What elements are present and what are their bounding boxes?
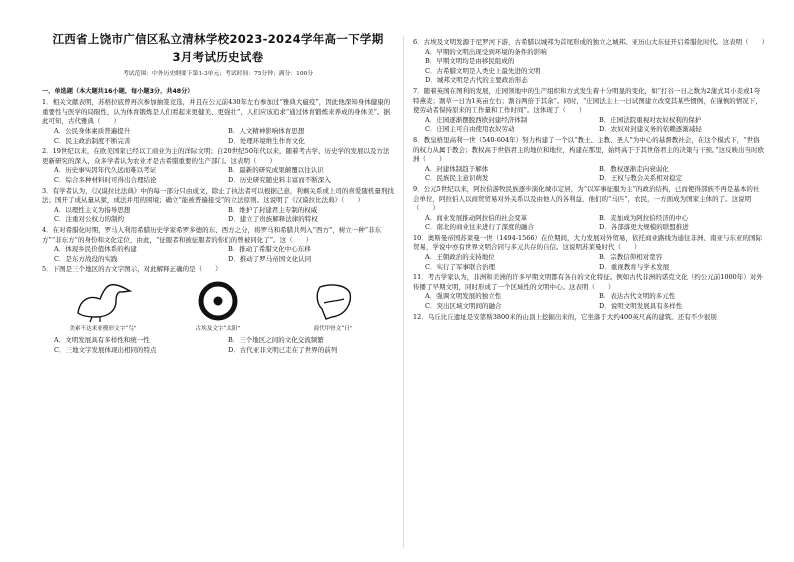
option-d: D．王权与教会关系相对稳定 <box>599 174 683 183</box>
option-d: D．农奴对封建义务的依赖逐渐减轻 <box>599 125 702 134</box>
figure-caption: 美索不达米亚楔形文字“鸟” <box>69 325 137 332</box>
sun-glyph-icon <box>196 279 240 323</box>
option-list <box>425 116 765 135</box>
option-a: A．商业发展推动阿拉伯的社会变革 <box>425 213 528 222</box>
option-a: A．体现乡民价值体系的构建 <box>54 245 137 254</box>
option-c: C．古希腊文明是人类史上最先进的文明 <box>425 66 541 75</box>
option-list <box>425 165 765 184</box>
option-d: D．推动了罗马帝国文化认同 <box>228 254 312 263</box>
option-list <box>54 336 394 355</box>
question-7 <box>413 87 765 135</box>
question-5 <box>42 265 394 355</box>
option-a: A．强调文明发展的独立性 <box>425 292 502 301</box>
question-8 <box>413 136 765 184</box>
option-c: C．是东方战役的实践 <box>54 254 118 263</box>
option-a: A．文明发展具有多样性和统一性 <box>54 336 150 345</box>
exam-title-line1: 江西省上饶市广信区私立清林学校2023-2024学年高一下学期 <box>52 32 384 46</box>
option-d: D．城邦文明是古代的主要政治形态 <box>425 76 528 85</box>
option-b: B．早期文明均是由移民组成的 <box>425 57 515 66</box>
option-list <box>425 292 765 311</box>
figure-caption: 商代甲骨文“日” <box>313 325 353 332</box>
question-6 <box>413 38 769 86</box>
figure-sun-egypt <box>163 279 273 335</box>
option-c: C．实行了军事联合治理 <box>425 262 495 271</box>
option-c: C．综合多种材料时可得出合理结论 <box>54 175 157 184</box>
question-3 <box>42 187 394 225</box>
option-b: B．维护了封建君主专制的权威 <box>228 205 318 214</box>
column-divider <box>403 36 404 548</box>
exam-title <box>42 30 394 66</box>
option-d: D．各部落更大规模的联盟推进 <box>599 223 689 232</box>
question-stem: 11．考古学家认为，非洲和美洲的许多早期文明都有各自的文化特征。例如古代非洲的诺克文化（约公元前1000年）对外传播了早期文明，同时形成了一个区域性的文明中心。这表明（ ） <box>413 273 763 291</box>
glyph-figures <box>42 279 394 335</box>
option-list <box>54 245 394 264</box>
option-b: B．表达古代文明的多元性 <box>599 292 676 301</box>
question-1 <box>42 98 394 146</box>
question-10 <box>413 234 765 272</box>
option-d: D．重视教育与学术发展 <box>599 262 670 271</box>
question-9 <box>413 185 765 233</box>
option-d: D．说明文明发展具有多样性 <box>599 302 683 311</box>
option-c: C．三地文字发展体现出相同的特点 <box>54 346 157 355</box>
option-list <box>54 206 394 225</box>
question-11 <box>413 273 765 311</box>
option-c: C．突出区域文明间的融合 <box>425 302 502 311</box>
option-c: C．民族民主意识萌发 <box>425 174 489 183</box>
option-b: B．宗教信仰相对宽容 <box>599 253 663 262</box>
question-stem: 7．随着英国在图利的发展，庄园领地中的生产组织和方式发生着十分明显的变化，如“打谷一日之数为2蒲式耳小麦或1夸特燕麦；割草一日为1英亩左右；割谷两倍于其余”。同时，“庄园法主上一日试图建立改变其某些惯例，在谨慎的情况下，使劳动者保持原来的工作量和工作时间”。这体现了（ ） <box>413 86 762 115</box>
option-b: B．三个地区之间的文化交流频繁 <box>228 336 324 345</box>
section-heading: 一、单选题（本大题共16小题，每小题3分，共48分） <box>42 87 194 95</box>
option-d: D．古代亚非文明已走在了世界的前列 <box>228 346 338 355</box>
question-stem: 5．下图是三个地区的古文字图示，对此解释正确的是（ ） <box>42 265 222 274</box>
option-a: A．早期的文明出现受到环境的条件的影响 <box>425 47 547 56</box>
figure-caption: 古埃及文字“太阳” <box>195 325 241 332</box>
option-c: C．南北的商业往来进行了深度的融合 <box>425 223 534 232</box>
right-column <box>413 38 769 322</box>
question-stem: 4．在对希腊化时期，罗马人利用希腊历史学家希罗多德的东、西方之分，将罗马和希腊共列入“西方”，树立一种“非东方”“非东方”的身份和文化定位，由此，“征服者和被征服者的你们的曾被同化了”。这（ ） <box>42 225 382 244</box>
figure-bird <box>48 279 158 335</box>
option-d: D．历史研究随史料丰富而不断深入 <box>228 175 331 184</box>
left-column <box>42 30 394 357</box>
question-stem: 2．19世纪以来，在欧美国家已经以工商业为主的洋际文明；自20世纪50年代以来，随着考古学、历史学的发展以及方法更新研究的深入，众多学者认为农业才是古希腊重要的生产部门。这表明（ ） <box>42 147 390 165</box>
option-b: B．推动了希腊文化中心东移 <box>228 245 311 254</box>
question-stem: 3．有学者认为，《汉谟拉比法典》中的每一部分只由成文，除止了执法者可以根据己意，利剩关系或上司的喜爱随机量刑找法；国开了成从量从狱，成法并用的困境；确立“能被普遍接受”的立法原则。这说明了《汉谟拉比法典》（ ） <box>42 186 394 205</box>
question-4 <box>42 226 394 264</box>
question-stem: 6．古埃及文明发源于尼罗河下游，古希腊以城邦为首尾形成的独立之城邦。亚历山大东征开启希腊化时代。这表明（ ） <box>413 38 769 46</box>
option-a: A．庄园逐渐摆脱西欧封建经济体制 <box>425 115 528 124</box>
question-stem: 8．教皇格里高利一世（540-604年）努力构建了一个以“教士、主教、圣人”为中心的基督教社会，在这个模式下，“世俗的权力从属于教会；教权高于世俗君主的地位和地位，构建在那里，始终高于于其世俗君主的决策与干预。”这反映出当时欧洲（ ） <box>413 135 765 164</box>
option-c: C．庄园主可自由使用农奴劳动 <box>425 125 515 134</box>
question-stem: 10．奥斯曼帝国苏莱曼一世（1494-1566）在位期间，大力发展对外贸易，依托商业路线为通往非洲、南亚与东亚的国际贸易，学说中亦有世界文明合同与多元共存的自信。这说明苏莱曼时代（ ） <box>413 233 763 252</box>
option-c: C．民主政治制度不断完善 <box>54 136 131 145</box>
question-stem: 1．相关文献表明，苏格拉底曾再次参加抽签竞选，并且在公元前430年左右参加过“雅典大瘟疫”，因此他深知身体健康的重要性与医学的局限性，认为体育锻炼是人们看起来更健美、更强壮”，人们应该追求“通过体育锻炼来养成的身体美”。据此可知，古代雅典（ ） <box>42 98 391 126</box>
option-a: A．封建体制趋于解体 <box>425 164 489 173</box>
option-d: D．处理环境维生作育文化 <box>228 136 305 145</box>
bird-glyph-icon <box>72 279 134 323</box>
option-list <box>425 214 765 233</box>
oracle-sun-icon <box>310 279 356 323</box>
exam-title-line2: 3月考试历史试卷 <box>172 50 264 64</box>
option-list <box>425 48 765 86</box>
option-b: B．庄园法院重视对农奴权利的保护 <box>599 115 702 124</box>
option-a: A．公民身体素质普遍提升 <box>54 126 131 135</box>
question-stem: 12．乌丘比丘遗址是安第斯3800米的山顶上挖掘出来的，它坐落于大约400英尺高的建筑。还有不少很别 <box>413 312 717 321</box>
option-list <box>54 127 394 146</box>
option-b: B．人文精神影响体育思想 <box>228 126 305 135</box>
option-c: C．注重对公权力的制约 <box>54 215 124 224</box>
figure-sun-oracle <box>278 279 388 335</box>
option-a: A．以理性主义为指导思想 <box>54 205 131 214</box>
question-stem: 9．公元5世纪以来，阿拉伯游牧民族逐步演化城市定居，为“以军事征服为主”的政治结构，已而使得部族不再是基本的社会单位，阿拉伯人以商贸贸易对外关系以及由他人的各利益，他们的“马匹”，农民，一方面成为国家主体的了。这说明（ ） <box>413 184 760 213</box>
question-12 <box>413 313 765 323</box>
option-list <box>54 166 394 185</box>
option-list <box>425 253 765 272</box>
option-b: B．教权逐渐走向衰弱化 <box>599 164 669 173</box>
option-a: A．王朝政治的支持地位 <box>425 253 495 262</box>
exam-info: 考试范围：中外历史纲要下第1-3单元；考试时间：75分钟；满分：100分 <box>122 71 314 77</box>
option-b: B．麦加成为阿拉伯经济的中心 <box>599 213 689 222</box>
option-b: B．最新的研究成果颠覆以往认识 <box>228 166 324 175</box>
option-a: A．历史事实因年代久远而难以考证 <box>54 166 157 175</box>
question-2 <box>42 147 394 185</box>
option-d: D．建立了贵族解释法律的特权 <box>228 215 318 224</box>
